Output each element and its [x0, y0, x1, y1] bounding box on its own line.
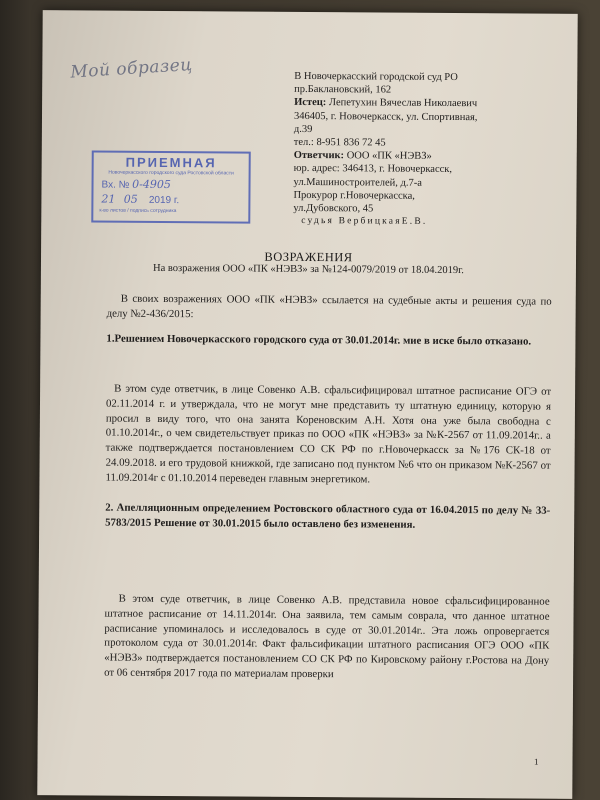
- reception-stamp: [91, 150, 250, 223]
- stamp-date-year: 2019 г.: [148, 194, 180, 207]
- document-subtitle: На возражения ООО «ПК «НЭВЗ» за №124-0079/2019 от 18.04.2019г.: [152, 262, 464, 277]
- defendant-name: ООО «ПК «НЭВЗ»: [346, 150, 432, 163]
- plaintiff-label: Истец:: [294, 97, 327, 109]
- court-address: пр.Баклановский, 162: [294, 84, 392, 96]
- stamp-date-month: 05: [123, 192, 138, 206]
- addressee-block: [293, 70, 556, 230]
- plaintiff-name: Лепетухин Вячеслав Николаевич: [328, 97, 478, 110]
- section-paragraph-1: В этом суде ответчик, в лице Совенко А.В. сфальсифицировал штатное расписание ОГЭ от 02.11.2014 г. и утверждала, что не могут мне представить ту штатную единицу, которую я просил в виду того, что она занята Кореновским А.Н. Хотя она уже была свободна с 01.10.2014г., о чем свидетельствует приказ по ООО «ПК «НЭВЗ» за №К-2567 от 11.09.2014г.. а также подтверждается постановлением СО СК РФ по г.Новочеркасск за №176 СК-18 от 24.09.2018. и его трудовой книжкой, где записано под пунктом №6 что он приказом №К-2567 от 11.09.2014г с 01.10.2014 переведен главным энергетиком.: [105, 382, 552, 486]
- document-title: ВОЗРАЖЕНИЯ: [264, 249, 353, 265]
- prosecutor-address: ул.Дубовского, 45: [293, 202, 374, 215]
- section-heading-1: 1.Решением Новочеркасского городского суда от 30.01.2014г. мие в иске было отказано.: [106, 332, 532, 348]
- stamp-date-line: [101, 193, 248, 207]
- document-page: [37, 10, 577, 799]
- judge-name: судья ВербицкаяЕ.В.: [301, 216, 428, 228]
- stamp-title: ПРИЕМНАЯ: [125, 154, 217, 171]
- plaintiff-address-2: д.39: [293, 123, 313, 135]
- defendant-address-1: юр. адрес: 346413, г. Новочеркасск,: [293, 163, 453, 176]
- court-name: В Новочеркасский городской суд РО: [294, 70, 458, 84]
- plaintiff-address-1: 346405, г. Новочеркасск, ул. Спортивная,: [293, 110, 478, 123]
- stamp-date-day: 21: [101, 192, 116, 206]
- intro-paragraph: В своих возражениях ООО «ПК «НЭВЗ» ссылается на судебные акты и решения суда по делу №2-436/2015:: [106, 292, 552, 320]
- plaintiff-phone: тел.: 8-951 836 72 45: [293, 136, 386, 149]
- stamp-number-label: Вх. №: [101, 179, 130, 191]
- stamp-number-line: [101, 178, 248, 192]
- handwritten-note: Мой образец: [69, 54, 194, 83]
- stamp-number: 0-4905: [132, 177, 171, 192]
- stamp-footer: к-во листов / подпись сотрудника: [99, 207, 177, 215]
- defendant-address-2: ул.Машиностроителей, д.7-а: [293, 176, 422, 189]
- section-paragraph-2: В этом суде ответчик, в лице Совенко А.В. представила новое сфальсифицированное штатное расписание от 14.11.2014г. Она заявила, тем самым соврала, что данное штатное расписание упоминалось и исследовалось в суде от 30.01.2014г.. Эта ложь опровергается протоколом суда от 30.01.2014г. Факт фальсификации штатного расписания ОГЭ ООО «ПК «НЭВЗ» подтверждается постановлением СО СК РФ по Кировскому району г.Ростова на Дону от 06 сентября 2017 года по материалам проверки: [104, 592, 550, 681]
- plaintiff-line: [294, 96, 556, 111]
- prosecutor: Прокурор г.Новочеркасска,: [293, 189, 415, 202]
- stamp-org: Новочеркасского городского суда Ростовской области: [108, 169, 234, 177]
- page-number: 1: [533, 756, 539, 767]
- section-heading-2: 2. Апелляционным определением Ростовского областного суда от 16.04.2015 по делу № 33-5783/2015 Решение от 30.01.2015 было оставлено без изменения.: [105, 501, 551, 531]
- defendant-label: Ответчик:: [293, 150, 345, 162]
